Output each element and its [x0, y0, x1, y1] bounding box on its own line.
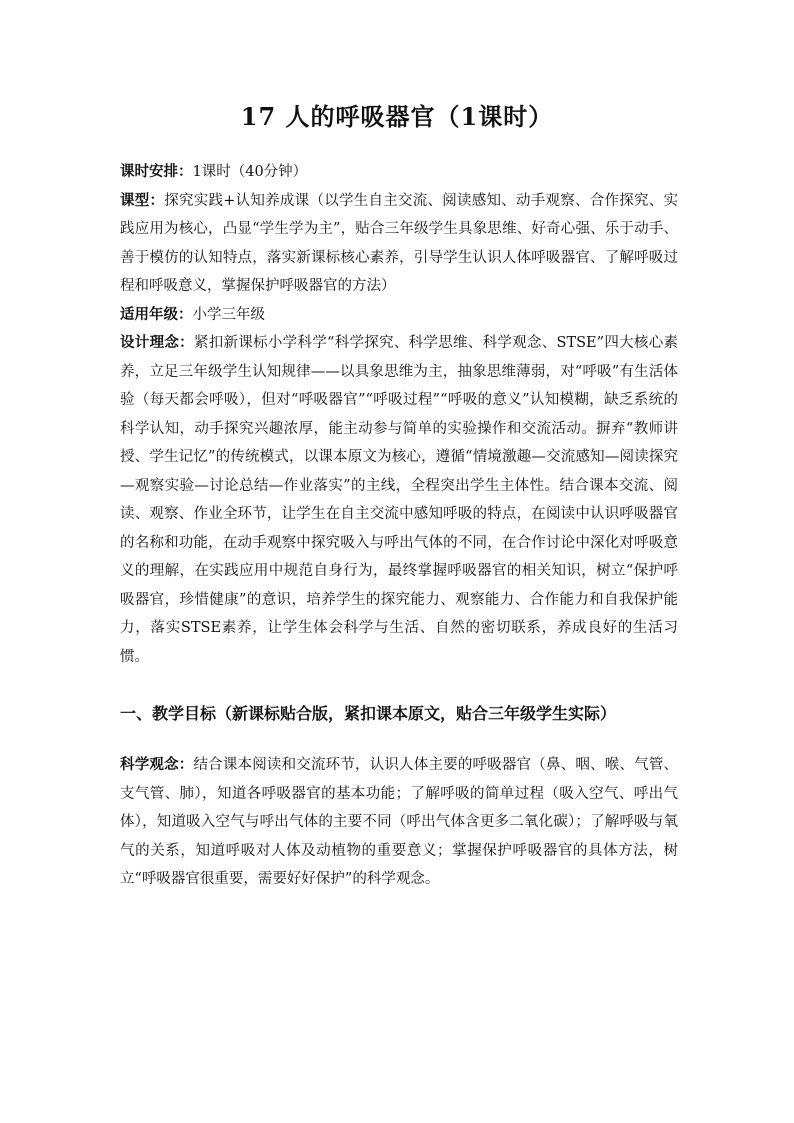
type-paragraph	[120, 187, 678, 301]
schedule-label: 课时安排：	[120, 163, 193, 180]
science-concept-paragraph	[120, 751, 678, 894]
section-heading: 一、教学目标（新课标贴合版，紧扣课本原文，贴合三年级学生实际）	[120, 704, 617, 723]
type-value: 探究实践+认知养成课（以学生自主交流、阅读感知、动手观察、合作探究、实践应用为核心，凸显“学生学为主”，贴合三年级学生具象思维、好奇心强、乐于动手、善于模仿的认知特点，落实新课标核心素养，引导学生认识人体呼吸器官、了解呼吸过程和呼吸意义，掌握保护呼吸器官的方法）	[120, 192, 678, 294]
concept-paragraph	[120, 329, 678, 671]
page-title: 17 人的呼吸器官（1课时）	[240, 102, 554, 131]
grade-paragraph	[120, 301, 678, 330]
schedule-paragraph	[120, 158, 678, 187]
document-body	[120, 158, 678, 894]
concept-label: 设计理念：	[120, 334, 194, 351]
science-concept-value: 结合课本阅读和交流环节，认识人体主要的呼吸器官（鼻、咽、喉、气管、支气管、肺），知道各呼吸器官的基本功能；了解呼吸的简单过程（吸入空气、呼出气体），知道吸入空气与呼出气体的主要不同（呼出气体含更多二氧化碳）；了解呼吸与氧气的关系，知道呼吸对人体及动植物的重要意义；掌握保护呼吸器官的具体方法，树立“呼吸器官很重要，需要好好保护”的科学观念。	[120, 757, 679, 887]
grade-value: 小学三年级	[192, 306, 265, 323]
concept-value: 紧扣新课标小学科学“科学探究、科学思维、科学观念、STSE”四大核心素养，立足三年级学生认知规律——以具象思维为主，抽象思维薄弱，对“呼吸”有生活体验（每天都会呼吸），但对“呼吸器官”“呼吸过程”“呼吸的意义”认知模糊，缺乏系统的科学认知，动手探究兴趣浓厚，能主动参与简单的实验操作和交流活动。摒弃“教师讲授、学生记忆”的传统模式，以课本原文为核心，遵循“情境激趣—交流感知—阅读探究—观察实验—讨论总结—作业落实”的主线，全程突出学生主体性。结合课本交流、阅读、观察、作业全环节，让学生在自主交流中感知呼吸的特点，在阅读中认识呼吸器官的名称和功能，在动手观察中探究吸入与呼出气体的不同，在合作讨论中深化对呼吸意义的理解，在实践应用中规范自身行为，最终掌握呼吸器官的相关知识，树立“保护呼吸器官，珍惜健康”的意识，培养学生的探究能力、观察能力、合作能力和自我保护能力，落实STSE素养，让学生体会科学与生活、自然的密切联系，养成良好的生活习惯。	[120, 335, 678, 665]
grade-label: 适用年级：	[120, 305, 193, 323]
science-concept-label: 科学观念：	[120, 756, 194, 773]
type-label: 课型：	[120, 191, 165, 209]
schedule-value: 1课时（40分钟）	[192, 164, 308, 180]
